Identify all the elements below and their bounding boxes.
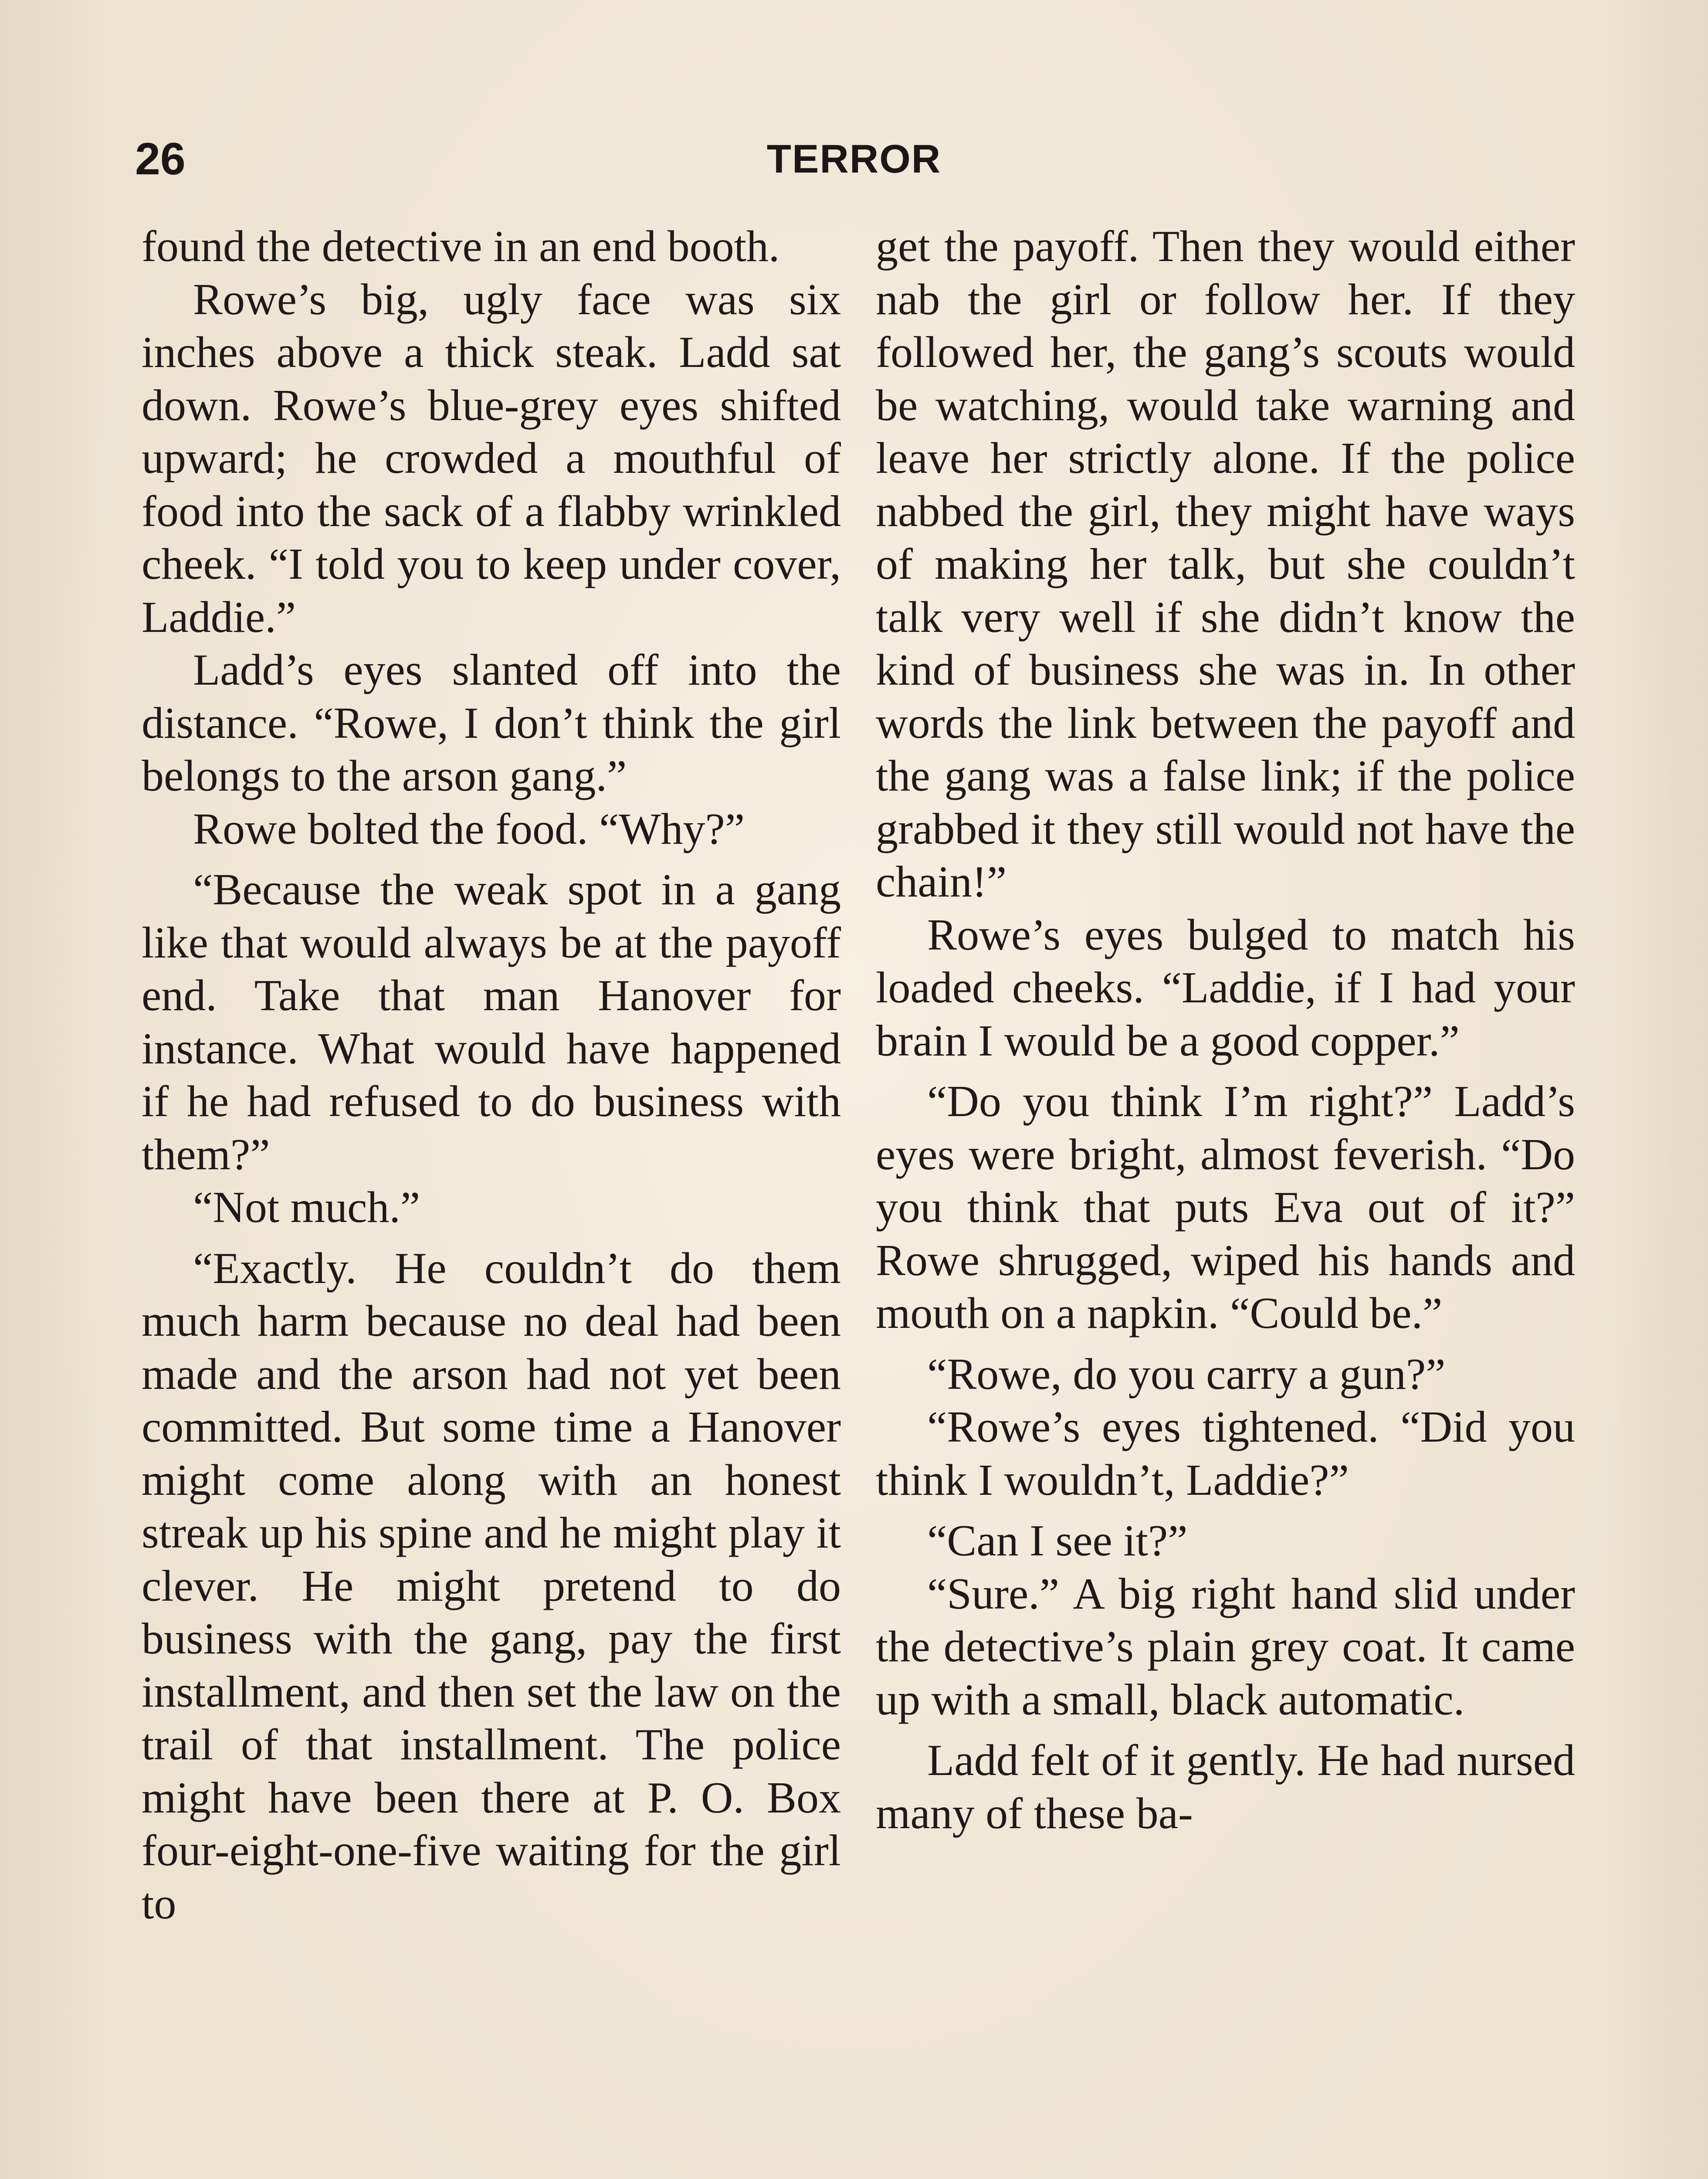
page-number: 26 bbox=[135, 134, 186, 184]
paragraph: Rowe’s eyes bulged to match his loaded cheeks. “Laddie, if I had your brain I would be a good copper.” bbox=[876, 910, 1575, 1066]
paragraph: “Can I see it?” bbox=[927, 1516, 1188, 1565]
paragraph: “Exactly. He couldn’t do them much harm because no deal had been made and the arson had not yet been committed. But some time a Hanover might come along with an honest streak up his spine and he might play it clever. He might pretend to do business with the gang, pay the first installment, and then set the law on the trail of that installment. The police might have been there at P. O. Box four-eight-one-five waiting for the girl to bbox=[142, 1243, 841, 1928]
paragraph: “Rowe’s eyes tightened. “Did you think I wouldn’t, Laddie?” bbox=[876, 1402, 1575, 1505]
paragraph: get the payoff. Then they would either nab the girl or follow her. If they followed her, the gang’s scouts would be watching, would take warning and leave her strictly alone. If the police nabbed the girl, they might have ways of making her talk, but she couldn’t talk very well if she didn’t know the kind of business she was in. In other words the link between the payoff and the gang was a false link; if the police grabbed it they still would not have the chain!” bbox=[876, 222, 1575, 906]
paragraph: “Sure.” A big right hand slid under the detective’s plain grey coat. It came up with a small, black automatic. bbox=[876, 1569, 1575, 1724]
running-title: TERROR bbox=[766, 137, 942, 181]
paragraph: Rowe’s big, ugly face was six inches above a thick steak. Ladd sat down. Rowe’s blue-grey eyes shifted upward; he crowded a mouthful of food into the sack of a flabby wrinkled cheek. “I told you to keep under cover, Laddie.” bbox=[142, 275, 841, 642]
paragraph: “Because the weak spot in a gang like that would always be at the payoff end. Take that man Hanover for instance. What would have happened if he had refused to do business with them?” bbox=[142, 865, 841, 1179]
paragraph: found the detective in an end booth. bbox=[142, 222, 780, 271]
page-header bbox=[0, 131, 1708, 187]
paragraph: Ladd’s eyes slanted off into the distance. “Rowe, I don’t think the girl belongs to the arson gang.” bbox=[142, 645, 841, 801]
paragraph: Rowe bolted the food. “Why?” bbox=[193, 804, 745, 854]
paragraph: “Do you think I’m right?” Ladd’s eyes were bright, almost feverish. “Do you think that puts Eva out of it?” Rowe shrugged, wiped his hands and mouth on a napkin. “Could be.” bbox=[876, 1077, 1575, 1338]
paragraph: “Rowe, do you carry a gun?” bbox=[927, 1349, 1446, 1399]
paragraph: Ladd felt of it gently. He had nursed many of these ba- bbox=[876, 1736, 1575, 1838]
paragraph: “Not much.” bbox=[193, 1183, 420, 1232]
right-text-column bbox=[876, 220, 1575, 1840]
left-text-column bbox=[142, 220, 841, 1930]
